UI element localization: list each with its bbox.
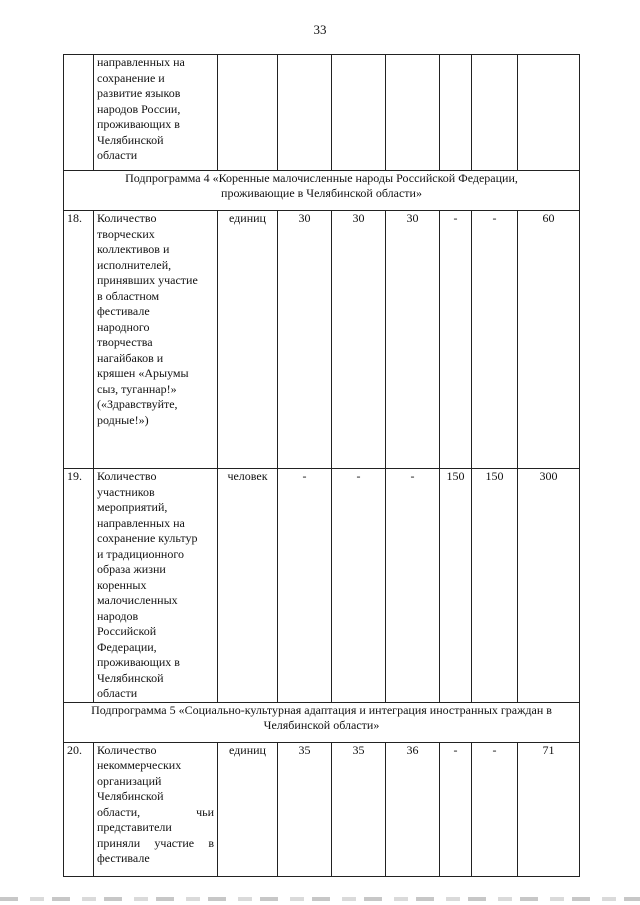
cell-value <box>332 55 386 171</box>
name-line: проживающих в <box>97 655 180 669</box>
cell-value: - <box>278 469 332 703</box>
scan-edge-artifact <box>0 897 640 901</box>
name-line: мероприятий, <box>97 500 168 514</box>
cell-value: 150 <box>472 469 518 703</box>
cell-value: - <box>386 469 440 703</box>
cell-unit: единиц <box>218 742 278 876</box>
cell-value <box>472 55 518 171</box>
cell-value: - <box>472 211 518 469</box>
name-line: области, чьи <box>97 804 214 819</box>
cell-value: 35 <box>332 742 386 876</box>
table-row-20 <box>64 742 580 876</box>
name-line: Количество <box>97 469 157 483</box>
name-line: народного <box>97 319 150 334</box>
name-line: сохранение культур <box>97 531 198 545</box>
cell-value: 30 <box>386 211 440 469</box>
name-line: организаций <box>97 773 162 788</box>
name-line: Количество <box>97 742 157 757</box>
cell-indicator-name <box>94 742 218 876</box>
subprogram-title-line: Челябинской области» <box>263 717 380 732</box>
subprogram-5-header-row <box>64 702 580 742</box>
cell-indicator-name <box>94 211 218 469</box>
name-line: и традиционного <box>97 546 184 561</box>
cell-total: 300 <box>518 469 580 703</box>
subprogram-title-line: Подпрограмма 5 «Социально-культурная адаптация и интеграция иностранных граждан в <box>91 702 552 717</box>
name-line: Федерации, <box>97 639 157 654</box>
name-line: приняли участие в <box>97 835 214 850</box>
name-line: принявших участие <box>97 273 198 287</box>
cell-unit: человек <box>218 469 278 703</box>
cell-value: - <box>472 742 518 876</box>
cell-unit: единиц <box>218 211 278 469</box>
name-line: сохранение и <box>97 70 165 85</box>
cell-value <box>440 55 472 171</box>
name-line: фестивале <box>97 304 150 318</box>
cell-value <box>278 55 332 171</box>
name-line: нагайбаков и <box>97 350 164 365</box>
name-line: направленных на <box>97 515 185 530</box>
table-row-18 <box>64 211 580 469</box>
name-line: народов России, <box>97 101 181 116</box>
indicators-table <box>63 54 580 877</box>
name-line: творческих <box>97 226 155 241</box>
name-line: области <box>97 148 138 162</box>
cell-value: - <box>440 742 472 876</box>
name-line: фестивале <box>97 851 150 865</box>
cell-value: - <box>332 469 386 703</box>
name-line: кряшен «Арыумы <box>97 366 189 380</box>
cell-value: 150 <box>440 469 472 703</box>
name-line: народов <box>97 608 139 623</box>
name-line: направленных на <box>97 55 185 69</box>
name-line: Количество <box>97 211 157 225</box>
table-row-continuation <box>64 55 580 171</box>
name-line: Российской <box>97 624 157 638</box>
cell-total: 60 <box>518 211 580 469</box>
name-line: сыз, туганнар!» <box>97 381 177 396</box>
name-line: в областном <box>97 288 160 303</box>
name-line: некоммерческих <box>97 758 182 772</box>
name-line: коллективов и <box>97 242 170 256</box>
cell-num: 19. <box>64 469 94 703</box>
subprogram-title-line: проживающие в Челябинской области» <box>221 186 422 200</box>
cell-value: - <box>440 211 472 469</box>
name-line: творчества <box>97 335 153 349</box>
page-number: 33 <box>313 22 327 37</box>
name-line: исполнителей, <box>97 257 172 272</box>
name-line: образа жизни <box>97 562 166 576</box>
table-row-19 <box>64 469 580 703</box>
name-line: коренных <box>97 577 147 592</box>
subprogram-title-line: Подпрограмма 4 «Коренные малочисленные народы Российской Федерации, <box>125 171 518 185</box>
subprogram-4-header-row <box>64 171 580 211</box>
cell-indicator-name <box>94 469 218 703</box>
cell-value: 30 <box>332 211 386 469</box>
cell-num: 18. <box>64 211 94 469</box>
cell-value <box>386 55 440 171</box>
subprogram-5-title <box>64 702 580 742</box>
cell-total <box>518 55 580 171</box>
cell-value: 35 <box>278 742 332 876</box>
cell-num <box>64 55 94 171</box>
name-line: развитие языков <box>97 86 181 100</box>
name-line: Челябинской <box>97 670 164 685</box>
cell-total: 71 <box>518 742 580 876</box>
name-line: малочисленных <box>97 593 178 607</box>
subprogram-4-title <box>64 171 580 211</box>
cell-value: 36 <box>386 742 440 876</box>
name-line: участников <box>97 484 155 499</box>
cell-unit <box>218 55 278 171</box>
name-line: Челябинской <box>97 789 164 803</box>
name-line: родные!») <box>97 412 149 427</box>
name-line: проживающих в <box>97 117 180 131</box>
name-line: области <box>97 686 138 700</box>
cell-num: 20. <box>64 742 94 876</box>
cell-value: 30 <box>278 211 332 469</box>
cell-indicator-name <box>94 55 218 171</box>
name-line: Челябинской <box>97 132 164 147</box>
name-line: («Здравствуйте, <box>97 397 178 411</box>
name-line: представители <box>97 820 172 834</box>
